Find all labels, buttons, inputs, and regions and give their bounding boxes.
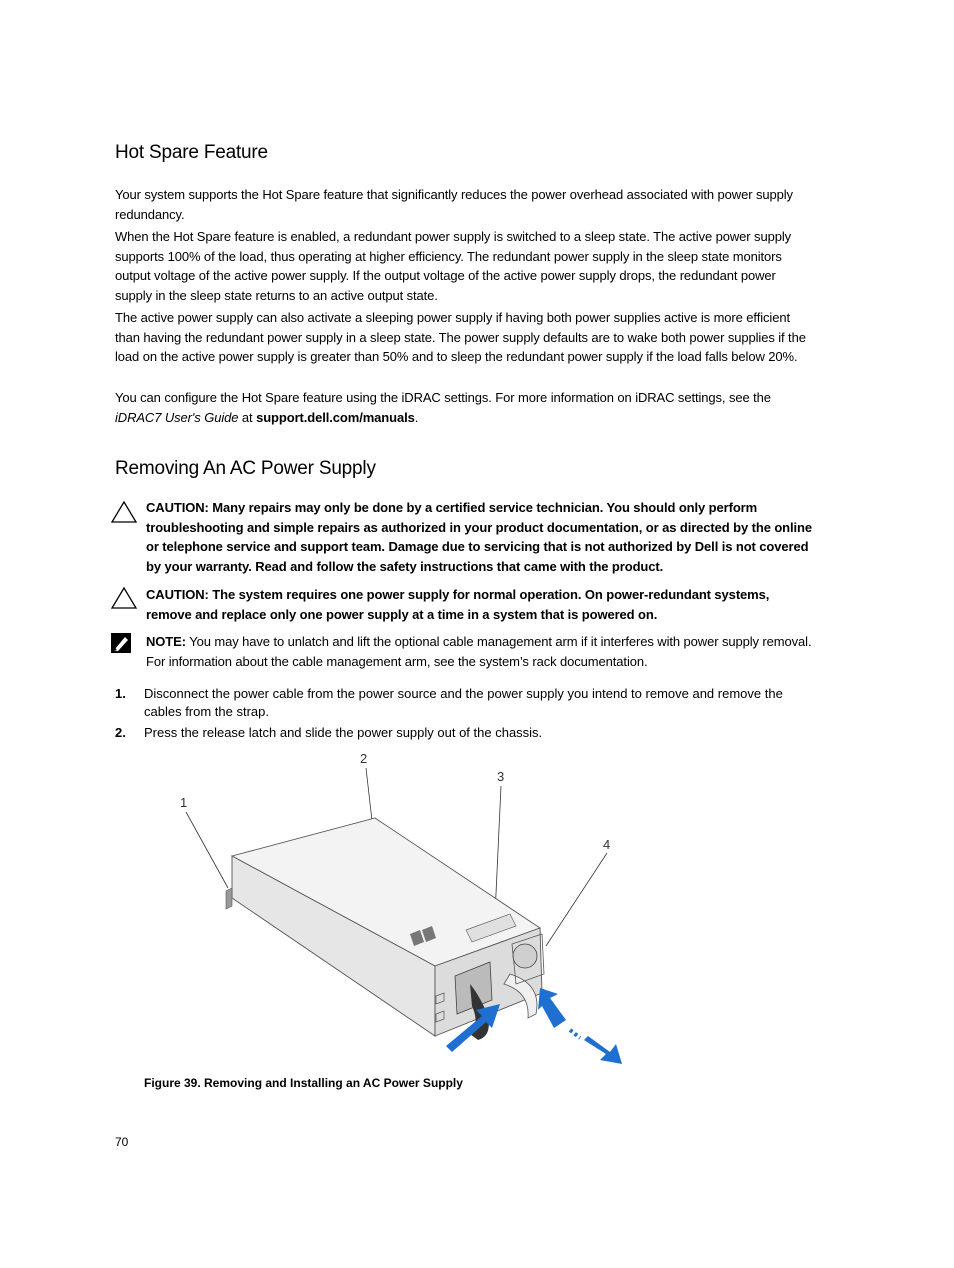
callout-4: 4 — [603, 837, 611, 852]
note-label: NOTE: — [146, 634, 186, 649]
step-number: 1. — [115, 686, 126, 701]
step-text: Press the release latch and slide the power supply out of the chassis. — [144, 725, 543, 740]
paragraph: Your system supports the Hot Spare feature that significantly reduces the power overhead associated with power supply redundancy. — [115, 187, 793, 222]
paragraph: The active power supply can also activate a sleeping power supply if having both power supplies active is more efficient than having the redundant power supply in a sleep state. The power supply defaults are to wake both power supplies if the load on the active power supply is greater than 50% and to sleep the redundant power supply if the load falls below 20%. — [115, 310, 806, 364]
figure-caption: Figure 39. Removing and Installing an AC Power Supply — [144, 1076, 463, 1090]
step-number: 2. — [115, 725, 126, 740]
period: . — [414, 409, 419, 425]
note-paragraph — [146, 632, 816, 671]
section-heading-removing-ac: Removing An AC Power Supply — [115, 458, 376, 479]
note-pencil-icon — [110, 632, 134, 654]
caution-text: CAUTION: The system requires one power supply for normal operation. On power-redundant systems, remove and replace only one power supply at a time in a system that is powered on. — [146, 587, 770, 622]
callout-2: 2 — [360, 751, 368, 766]
paragraph: When the Hot Spare feature is enabled, a redundant power supply is switched to a sleep state. The active power supply supports 100% of the load, thus operating at higher efficiency. The redundant power supply in the sleep state monitors output voltage of the active power supply. If the output voltage of the active power supply drops, the redundant power supply in the sleep state returns to an active output state. — [115, 229, 792, 303]
caution-triangle-icon — [110, 586, 138, 610]
slide-arrow-icon — [538, 988, 566, 1028]
slide-arrow-icon — [584, 1036, 622, 1064]
guide-title: iDRAC7 User's Guide — [115, 409, 239, 425]
power-supply-illustration — [170, 748, 640, 1068]
callout-1: 1 — [180, 795, 188, 810]
caution-triangle-icon — [110, 500, 138, 524]
caution-text: CAUTION: Many repairs may only be done by a certified service technician. You should only perform troubleshooting and simple repairs as authorized in your product documentation, or as directed by the online or telephone service and support team. Damage due to servicing that is not authorized by Dell is not covered by your warranty. Read and follow the safety instructions that came with the product. — [146, 500, 813, 574]
paragraph-text: You can configure the Hot Spare feature using the iDRAC settings. For more information on iDRAC settings, see the — [115, 390, 771, 405]
step-text: Disconnect the power cable from the power source and the power supply you intend to remove and remove the cables from the strap. — [144, 686, 783, 719]
section-heading-hot-spare: Hot Spare Feature — [115, 142, 268, 163]
paragraph-idrac-reference — [115, 388, 815, 427]
page-number: 70 — [115, 1135, 129, 1149]
connector-text: at — [238, 409, 257, 425]
manuals-link[interactable]: support.dell.com/manuals — [256, 409, 415, 425]
note-text: You may have to unlatch and lift the optional cable management arm if it interferes with power supply removal. For information about the cable management arm, see the system’s rack documentation. — [146, 634, 812, 669]
callout-3: 3 — [497, 769, 505, 784]
